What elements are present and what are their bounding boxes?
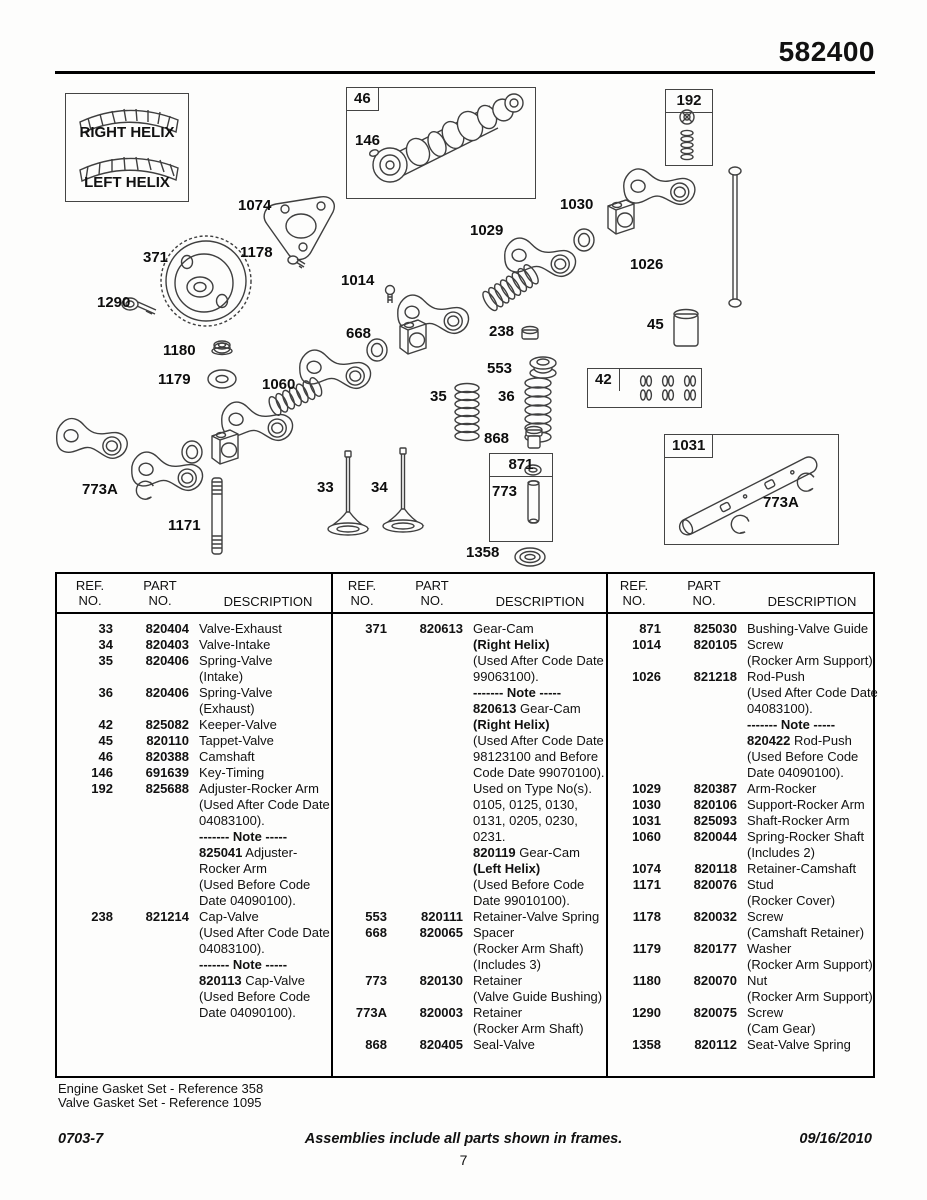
table-row: [67, 733, 329, 749]
table-row: [341, 925, 603, 973]
part-no: 820032: [693, 909, 737, 924]
part-no: 820405: [419, 1037, 463, 1052]
callout-1171: 1171: [168, 517, 201, 534]
cap-valve-illustration: [522, 327, 538, 340]
table-row: [615, 781, 877, 797]
gasket-footnote-engine: Engine Gasket Set - Reference 358: [58, 1081, 264, 1096]
callout-553: 553: [487, 360, 513, 377]
callout-1358: 1358: [466, 544, 500, 561]
ref-no: 871: [639, 621, 661, 636]
table-row: [341, 621, 603, 909]
ref-no: 36: [98, 685, 113, 700]
helix-frame: [65, 93, 189, 202]
nut-illustration: [212, 341, 232, 355]
push-rod-illustration: [729, 167, 741, 307]
rocker-arm-illustration: [503, 236, 578, 280]
description: Bushing-Valve Guide: [747, 621, 869, 636]
column-divider: [331, 574, 333, 1076]
table-row: [615, 1005, 877, 1037]
callout-773A: 773A: [82, 481, 118, 498]
parts-diagram: [0, 76, 927, 570]
callout-1060: 1060: [262, 376, 296, 393]
table-header-col1: REF. NO. PART NO. DESCRIPTION: [57, 574, 329, 612]
footer-date: 09/16/2010: [799, 1131, 872, 1147]
description: Seat-Valve Spring: [747, 1037, 851, 1052]
page-number: 7: [459, 1152, 468, 1168]
description-header: DESCRIPTION: [223, 594, 313, 609]
part-header: PART: [143, 578, 177, 593]
table-row: [67, 685, 329, 717]
description: Retainer (Rocker Arm Shaft): [473, 1005, 584, 1036]
table-row: [341, 1005, 603, 1037]
part-no: 820111: [421, 909, 463, 924]
rocker-support-illustration: [400, 320, 426, 354]
description: Screw (Camshaft Retainer): [747, 909, 865, 940]
table-row: [341, 973, 603, 1005]
part-no: 820070: [693, 973, 737, 988]
part-no: 820105: [693, 637, 737, 652]
part-no: 820003: [419, 1005, 463, 1020]
table-row: [67, 653, 329, 685]
table-row: [67, 781, 329, 909]
ref-no: 42: [98, 717, 113, 732]
ref-no: 46: [98, 749, 113, 764]
ref-no: 146: [91, 765, 113, 780]
part-no: 820044: [693, 829, 737, 844]
table-row: [615, 669, 877, 781]
description: Spacer (Rocker Arm Shaft) (Includes 3): [473, 925, 584, 972]
ref-no: 34: [98, 637, 113, 652]
callout-1014: 1014: [341, 272, 375, 289]
bushing-frame-label: 871: [490, 454, 552, 477]
description: Valve-Exhaust: [199, 621, 282, 636]
description: Spring-Valve (Exhaust): [199, 685, 273, 716]
description: Stud (Rocker Cover): [747, 877, 836, 908]
part-no: 820110: [146, 733, 189, 748]
callout-1179: 1179: [158, 371, 191, 388]
ref-no: 1060: [632, 829, 661, 844]
table-row: [615, 797, 877, 813]
ref-no: 33: [98, 621, 113, 636]
doc-code: 0703-7: [58, 1131, 104, 1147]
callout-34: 34: [371, 479, 388, 496]
part-no: 820613: [419, 621, 463, 636]
table-header-col3: REF. NO. PART NO. DESCRIPTION: [619, 578, 857, 609]
description: Cap-Valve (Used After Code Date 04083100). ------- Note ----- 820113 Cap-Valve (Used Before Code Date 04090100).: [199, 909, 330, 1020]
table-row: [615, 941, 877, 973]
part-no: 691639: [145, 765, 189, 780]
ref-no: 1026: [632, 669, 661, 684]
table-header-row: [57, 574, 873, 614]
description: Rod-Push (Used After Code Date 04083100). ------- Note ----- 820422 Rod-Push (Used Before Code Date 04090100).: [747, 669, 878, 780]
camshaft-retainer-illustration: [264, 197, 334, 260]
page-title: 582400: [778, 36, 875, 67]
callout-36: 36: [498, 388, 515, 405]
valve-intake-illustration: [383, 448, 423, 532]
ref-no: 35: [98, 653, 113, 668]
rocker-arm-illustration: [623, 168, 696, 207]
part-no: 820065: [419, 925, 463, 940]
rocker-arm-illustration: [298, 348, 373, 392]
ref-no: 1030: [632, 797, 661, 812]
part-no: 825688: [145, 781, 189, 796]
ref-no: 773: [365, 973, 387, 988]
part-no: 825093: [693, 813, 737, 828]
table-body: [57, 614, 878, 1053]
description: Washer (Rocker Arm Support): [747, 941, 873, 972]
description: Arm-Rocker: [747, 781, 817, 796]
description: Spring-Rocker Shaft (Includes 2): [747, 829, 865, 860]
callout-238: 238: [489, 323, 515, 340]
spacer-illustration: [182, 441, 202, 463]
stud-illustration: [212, 478, 222, 554]
part-no: 820106: [693, 797, 737, 812]
part-no: 825030: [693, 621, 737, 636]
description: Key-Timing: [199, 765, 265, 780]
ref-no: 668: [365, 925, 387, 940]
shaft-frame-label: 1031: [665, 435, 713, 458]
description: Nut (Rocker Arm Support): [747, 973, 873, 1004]
parts-table: [55, 572, 878, 1078]
cam-gear-illustration: [161, 236, 251, 326]
parts-column: [57, 614, 331, 1021]
callout-1074: 1074: [238, 197, 272, 214]
camshaft-frame-label: 46: [347, 88, 379, 111]
callout-1030: 1030: [560, 196, 594, 213]
rocker-support-illustration: [212, 430, 238, 464]
rocker-arm-illustration: [54, 416, 130, 462]
table-row: [615, 621, 877, 637]
part-no: 820404: [145, 621, 189, 636]
retainer-valve-spring-illustration: [530, 357, 556, 378]
description: Shaft-Rocker Arm: [747, 813, 850, 828]
description: Seal-Valve: [473, 1037, 535, 1052]
column-divider: [606, 574, 608, 1076]
gasket-footnote-valve: Valve Gasket Set - Reference 1095: [58, 1095, 262, 1110]
callout-33: 33: [317, 479, 334, 496]
table-row: [67, 909, 329, 1021]
ref-no: 868: [365, 1037, 387, 1052]
ref-no: 1171: [632, 877, 661, 892]
description: Support-Rocker Arm: [747, 797, 865, 812]
description: Retainer-Valve Spring: [473, 909, 600, 924]
table-row: [615, 909, 877, 941]
ref-no: 371: [365, 621, 387, 636]
ref-no: 1031: [632, 813, 661, 828]
seal-valve-illustration: [526, 427, 542, 449]
table-row: [67, 637, 329, 653]
part-no: 820406: [145, 653, 189, 668]
part-no: 821214: [145, 909, 189, 924]
screw-rocker-support-illustration: [386, 286, 395, 304]
ref-no: 1074: [632, 861, 661, 876]
description: Retainer-Camshaft: [747, 861, 857, 876]
table-row: [615, 877, 877, 909]
table-row: [615, 1037, 877, 1053]
footer-note: Assemblies include all parts shown in frames.: [304, 1131, 623, 1147]
description: Adjuster-Rocker Arm (Used After Code Date 04083100). ------- Note ----- 825041 Adjuster- Rocker Arm (Used Before Code Date 04090100).: [199, 781, 330, 908]
shaft-frame: [664, 434, 839, 545]
ref-no: 1358: [632, 1037, 661, 1052]
part-no: 820130: [419, 973, 463, 988]
right-helix-label: RIGHT HELIX: [79, 124, 175, 141]
ref-no: 1178: [632, 909, 661, 924]
adjuster-frame: [665, 89, 713, 166]
callout-668: 668: [346, 325, 372, 342]
spring-valve-intake-illustration: [455, 384, 479, 441]
table-row: [67, 717, 329, 733]
callout-146: 146: [355, 132, 381, 149]
parts-column: [605, 614, 879, 1053]
callout-773: 773: [492, 483, 518, 500]
part-no: 820388: [145, 749, 189, 764]
valve-exhaust-illustration: [328, 451, 368, 535]
part-no: 820406: [145, 685, 189, 700]
table-row: [615, 637, 877, 669]
tappet-illustration: [674, 310, 698, 347]
ref-no: 553: [365, 909, 387, 924]
part-no: 820112: [694, 1037, 737, 1052]
part-no: 820177: [693, 941, 737, 956]
keepers-frame: [587, 368, 702, 408]
callout-1180: 1180: [163, 342, 196, 359]
parts-column: [331, 614, 605, 1053]
ref-no: 1014: [632, 637, 661, 652]
ref-no: 1179: [632, 941, 661, 956]
description: Gear-Cam (Right Helix) (Used After Code Date 99063100). ------- Note ----- 820613 Gear-Cam (Right Helix) (Used After Code Date 98123100 and Before Code Date 99070100). Used on Type No(s). 0105, 0125, 0130, 0131, 0205, 0230, 0231. 820119 Gear-Cam (Left Helix) (Used Before Code Date 99010100).: [473, 621, 605, 908]
callout-35: 35: [430, 388, 447, 405]
callout-371: 371: [143, 249, 169, 266]
spacer-illustration: [574, 229, 594, 251]
callout-45: 45: [647, 316, 664, 333]
left-helix-label: LEFT HELIX: [84, 174, 170, 191]
callout-1178: 1178: [240, 244, 273, 261]
table-row: [341, 909, 603, 925]
part-no: 820075: [693, 1005, 737, 1020]
part-no: 825082: [145, 717, 189, 732]
table-row: [67, 749, 329, 765]
ref-no: 1180: [632, 973, 661, 988]
callout-1290: 1290: [97, 294, 131, 311]
description: Valve-Intake: [199, 637, 271, 652]
adjuster-frame-label: 192: [666, 90, 712, 113]
description: Retainer (Valve Guide Bushing): [473, 973, 603, 1004]
ref-no: 773A: [355, 1005, 387, 1020]
ref-no: 192: [91, 781, 113, 796]
description: Spring-Valve (Intake): [199, 653, 273, 684]
description: Screw (Rocker Arm Support): [747, 637, 873, 668]
description: Keeper-Valve: [199, 717, 277, 732]
callout-868: 868: [484, 430, 510, 447]
part-no: 820387: [693, 781, 737, 796]
table-row: [67, 765, 329, 781]
description: Tappet-Valve: [199, 733, 274, 748]
spacer-illustration: [367, 339, 387, 361]
description: Camshaft: [199, 749, 255, 764]
callout-1026: 1026: [630, 256, 664, 273]
rocker-support-illustration: [608, 200, 634, 234]
ref-no: 1029: [632, 781, 661, 796]
ref-no: 238: [91, 909, 113, 924]
ref-header: REF.: [75, 578, 105, 593]
washer-illustration: [208, 370, 236, 388]
ref-no: 1290: [632, 1005, 661, 1020]
part-no: 820403: [145, 637, 189, 652]
seat-valve-spring-illustration: [515, 548, 545, 566]
description: Screw (Cam Gear): [747, 1005, 816, 1036]
table-row: [615, 829, 877, 861]
keepers-frame-label: 42: [588, 369, 620, 391]
part-no: 820076: [693, 877, 737, 892]
callout-773A: 773A: [763, 494, 799, 511]
ref-no: 45: [98, 733, 113, 748]
table-row: [615, 813, 877, 829]
table-row: [615, 861, 877, 877]
table-row: [341, 1037, 603, 1053]
callout-1029: 1029: [470, 222, 504, 239]
table-header-col2: REF. NO. PART NO. DESCRIPTION: [347, 578, 585, 609]
part-no: 821218: [693, 669, 737, 684]
table-row: [67, 621, 329, 637]
part-no: 820118: [694, 861, 737, 876]
table-row: [615, 973, 877, 1005]
